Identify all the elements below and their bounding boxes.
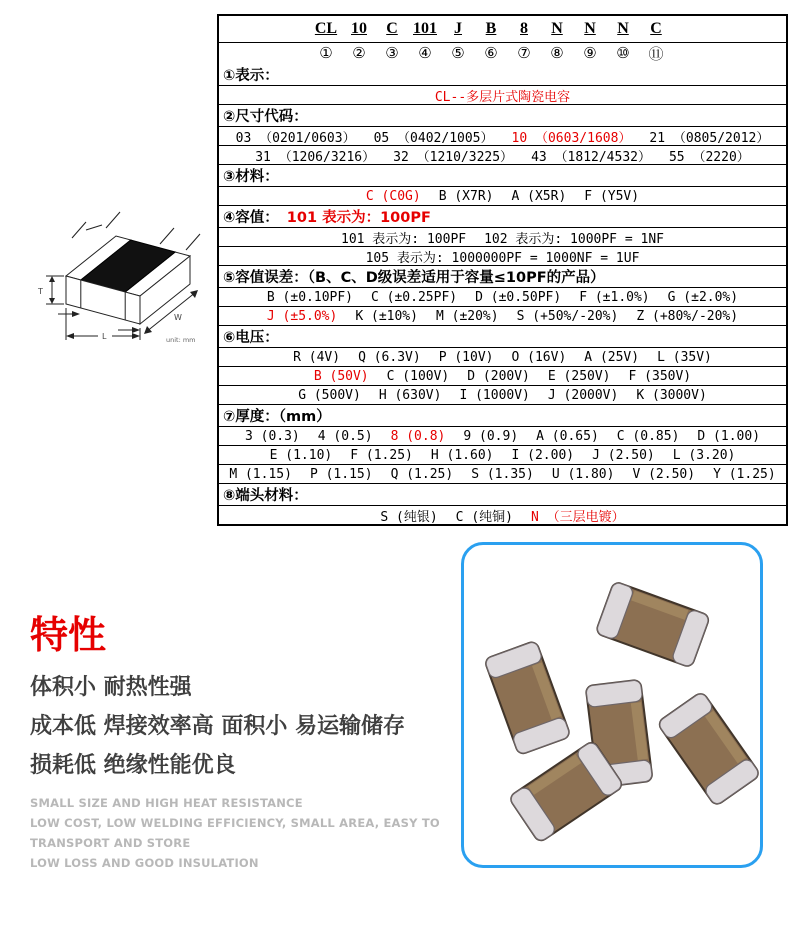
spec-segment: 4 (0.5)	[317, 428, 373, 444]
part-code-cell: N	[551, 20, 563, 37]
spec-segment: Z (+80%/-20%)	[636, 308, 739, 324]
spec-segment: C (±0.25PF)	[371, 289, 458, 305]
spec-segment: U (1.80)	[551, 466, 615, 482]
spec-data-row	[219, 85, 786, 104]
position-number-cell: ①	[319, 44, 333, 62]
part-code-cell: C	[650, 20, 662, 37]
part-code-row	[219, 16, 786, 42]
spec-segment: D (±0.50PF)	[475, 289, 562, 305]
capacitor-outline-svg	[28, 198, 212, 350]
dim-w-label: W	[174, 313, 182, 322]
spec-segment: ⑧端头材料：	[223, 488, 308, 504]
spec-segment: J (2.50)	[592, 447, 655, 463]
position-number-cell: ④	[418, 44, 432, 62]
spec-segment: 101 表示为: 100PF	[341, 231, 467, 247]
spec-segment: V (2.50)	[632, 466, 696, 482]
part-code-cell: 10	[351, 20, 367, 37]
spec-segment: 32 （1210/3225）	[393, 149, 514, 165]
spec-segment: F (1.25)	[350, 447, 413, 463]
spec-segment: K (3000V)	[636, 387, 707, 403]
part-code-cell: N	[584, 20, 596, 37]
spec-segment: H (630V)	[378, 387, 442, 403]
spec-data-row	[219, 287, 786, 306]
spec-segment: 9 (0.9)	[463, 428, 519, 444]
part-position-row	[219, 42, 786, 63]
spec-segment: I (1000V)	[459, 387, 530, 403]
spec-data-row	[219, 366, 786, 385]
position-number-cell: ⑥	[484, 44, 498, 62]
feature-en-line: LOW COST, LOW WELDING EFFICIENCY, SMALL AREA, EASY TO TRANSPORT AND STORE	[30, 816, 440, 850]
part-code-cell: 8	[520, 20, 528, 37]
part-code-cell: CL	[314, 20, 338, 37]
spec-segment: 105 表示为: 1000000PF = 1000NF = 1UF	[365, 250, 640, 266]
spec-segment: G (±2.0%)	[667, 289, 739, 305]
spec-data-row	[219, 464, 786, 483]
position-number-cell: ⑪	[648, 44, 664, 63]
feature-cn-line: 损耗低 绝缘性能优良	[30, 753, 236, 778]
spec-segment: CL--多层片式陶瓷电容	[434, 89, 571, 105]
spec-segment: J (±5.0%)	[266, 308, 338, 324]
capacitor-outline-diagram	[28, 198, 212, 350]
spec-segment: D (1.00)	[697, 428, 761, 444]
spec-segment: ⑤容值误差：（B、C、D级误差适用于容量≤10PF的产品）	[223, 270, 605, 286]
spec-segment: O (16V)	[511, 349, 567, 365]
spec-segment: B (X7R)	[438, 188, 494, 204]
spec-segment: 03 （0201/0603）	[235, 130, 356, 146]
spec-section-row	[219, 404, 786, 426]
spec-segment: 102 表示为: 1000PF = 1NF	[484, 231, 664, 247]
spec-data-row	[219, 126, 786, 145]
spec-segment: D (200V)	[467, 368, 530, 384]
spec-section-row	[219, 104, 786, 126]
spec-segment: Q (6.3V)	[358, 349, 421, 365]
spec-data-row	[219, 145, 786, 164]
feature-cn-line: 体积小 耐热性强	[30, 675, 192, 700]
spec-segment: C (100V)	[386, 368, 450, 384]
spec-segment: 43 （1812/4532）	[531, 149, 651, 165]
feature-en-line: SMALL SIZE AND HIGH HEAT RESISTANCE	[30, 796, 303, 810]
spec-data-row	[219, 347, 786, 366]
part-code-cell: J	[454, 20, 462, 37]
spec-section-row	[219, 205, 786, 227]
spec-section-row	[219, 325, 786, 347]
spec-segment: S (纯银)	[380, 509, 438, 525]
part-code-cell: 101	[413, 20, 437, 37]
spec-segment: C (C0G)	[365, 188, 421, 204]
spec-data-row	[219, 246, 786, 265]
spec-segment: Y (1.25)	[713, 466, 776, 482]
spec-segment: ②尺寸代码：	[223, 109, 308, 125]
spec-segment: B (50V)	[313, 368, 369, 384]
spec-segment: 8 (0.8)	[390, 428, 446, 444]
position-number-cell: ③	[385, 44, 399, 62]
spec-segment: F (350V)	[628, 368, 692, 384]
spec-segment: 3 (0.3)	[244, 428, 300, 444]
spec-segment: F (±1.0%)	[579, 289, 650, 305]
spec-data-row	[219, 505, 786, 524]
spec-segment: S (1.35)	[471, 466, 534, 482]
position-number-cell: ⑩	[616, 44, 630, 62]
spec-segment: 31 （1206/3216）	[255, 149, 376, 165]
spec-segment: C (0.85)	[616, 428, 680, 444]
part-code-cell: N	[617, 20, 629, 37]
spec-data-row	[219, 445, 786, 464]
position-number-cell: ⑨	[583, 44, 597, 62]
spec-segment: E (1.10)	[269, 447, 333, 463]
position-number-cell: ⑤	[451, 44, 465, 62]
spec-segment: M (1.15)	[229, 466, 292, 482]
spec-segment: G (500V)	[298, 387, 361, 403]
spec-section-row	[219, 483, 786, 505]
spec-section-row	[219, 63, 786, 85]
position-number-cell: ⑦	[517, 44, 531, 62]
spec-segment: 101 表示为：100PF	[286, 210, 431, 226]
spec-segment: I (2.00)	[511, 447, 575, 463]
spec-segment: K (±10%)	[355, 308, 418, 324]
capacitors-photo-frame	[461, 542, 763, 868]
spec-data-row	[219, 426, 786, 445]
spec-segment: 55 （2220）	[668, 149, 750, 165]
spec-segment: J (2000V)	[547, 387, 619, 403]
spec-segment: ⑥电压：	[223, 330, 279, 346]
spec-segment: 10 （0603/1608）	[511, 130, 632, 146]
spec-segment: R (4V)	[293, 349, 341, 365]
spec-segment: ③材料：	[223, 169, 279, 185]
spec-segment: 05 （0402/1005）	[373, 130, 494, 146]
spec-section-row	[219, 164, 786, 186]
capacitors-photo	[464, 545, 760, 865]
spec-segment: P (10V)	[438, 349, 494, 365]
spec-segment: ⑦厚度：（mm）	[223, 409, 331, 425]
spec-segment: N （三层电镀）	[530, 509, 625, 525]
spec-segment: S (+50%/-20%)	[516, 308, 619, 324]
spec-table	[217, 14, 788, 526]
position-number-cell: ②	[352, 44, 366, 62]
features-en-lines	[30, 793, 450, 873]
dim-l-label: L	[102, 332, 107, 341]
unit-label: unit: mm	[166, 336, 196, 344]
spec-segment: Q (1.25)	[390, 466, 454, 482]
spec-data-row	[219, 186, 786, 205]
spec-segment: C (纯铜)	[455, 509, 513, 525]
spec-segment: F (Y5V)	[584, 188, 640, 204]
spec-segment: A (X5R)	[511, 188, 567, 204]
spec-segment: L (3.20)	[672, 447, 736, 463]
spec-segment: L (35V)	[657, 349, 712, 365]
features-title: 特性	[30, 613, 107, 657]
spec-segment: M (±20%)	[435, 308, 499, 324]
spec-table-body	[219, 63, 786, 524]
spec-segment: H (1.60)	[430, 447, 494, 463]
spec-segment: ④容值：	[223, 210, 279, 226]
spec-segment: A (0.65)	[536, 428, 599, 444]
spec-segment: A (25V)	[584, 349, 640, 365]
spec-segment: B (±0.10PF)	[266, 289, 353, 305]
spec-section-row	[219, 265, 786, 287]
spec-data-row	[219, 306, 786, 325]
feature-en-line: LOW LOSS AND GOOD INSULATION	[30, 856, 259, 870]
part-code-cell: B	[485, 20, 497, 37]
spec-segment: P (1.15)	[309, 466, 373, 482]
spec-segment: 21 （0805/2012）	[649, 130, 770, 146]
spec-segment: E (250V)	[547, 368, 611, 384]
spec-data-row	[219, 227, 786, 246]
part-code-cell: C	[386, 20, 398, 37]
features-section	[30, 612, 450, 873]
spec-segment: ①表示：	[223, 67, 279, 84]
features-cn-lines	[30, 668, 450, 785]
spec-data-row	[219, 385, 786, 404]
dim-t-label: T	[38, 287, 43, 296]
position-number-cell: ⑧	[550, 44, 564, 62]
feature-cn-line: 成本低 焊接效率高 面积小 易运输储存	[30, 714, 405, 739]
